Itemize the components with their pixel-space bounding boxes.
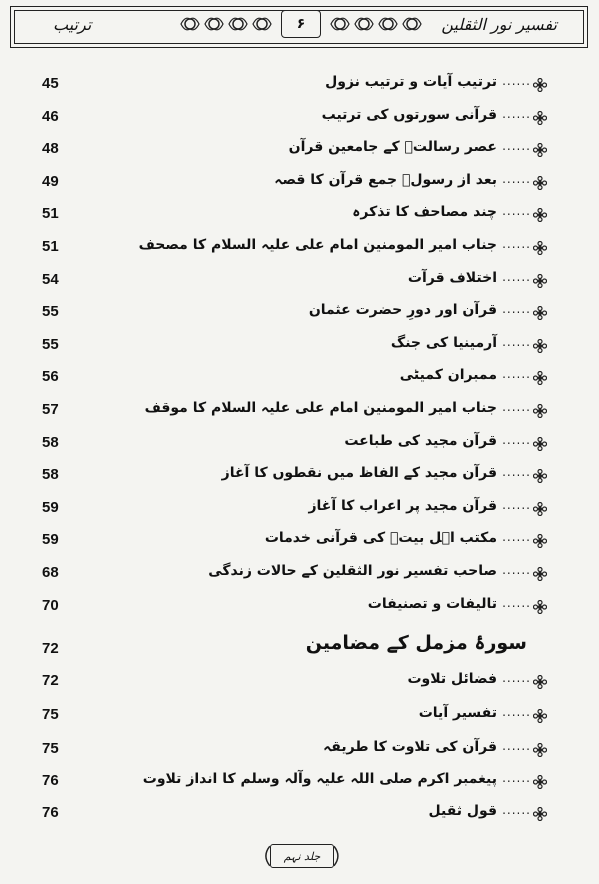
toc-entry[interactable]	[0, 73, 599, 99]
leader-dots: ......	[502, 803, 531, 817]
toc-entry[interactable]	[0, 595, 599, 621]
entry-page-number: 72	[42, 672, 59, 689]
volume-label: جلد نہم	[270, 844, 334, 868]
leader-dots: ......	[502, 269, 531, 284]
floral-ornament-icon	[227, 13, 249, 35]
entry-page-number: 46	[42, 107, 59, 125]
leader-dots: ......	[502, 465, 531, 480]
toc-entry[interactable]	[0, 529, 599, 555]
floral-ornament-icon	[353, 13, 375, 35]
leader-dots: ......	[502, 334, 531, 349]
floral-ornament-icon	[179, 13, 201, 35]
toc-entry[interactable]	[0, 399, 599, 425]
flower-bullet-icon	[533, 502, 547, 516]
entry-title: صاحب تفسیر نور الثقلین کے حالات زندگی	[208, 563, 497, 579]
entry-page-number: 49	[42, 172, 59, 190]
entry-page-number: 45	[42, 75, 59, 92]
leader-dots: ......	[502, 595, 531, 610]
section-label: ترتیب	[53, 15, 92, 34]
leader-dots: ......	[502, 400, 531, 414]
flower-bullet-icon	[533, 176, 547, 190]
flower-bullet-icon	[533, 339, 547, 353]
flower-bullet-icon	[533, 807, 547, 821]
leader-dots: ......	[502, 302, 531, 317]
entry-page-number: 58	[42, 466, 59, 484]
toc-entry[interactable]	[0, 301, 599, 327]
entry-title: عصر رسالتؐ کے جامعین قرآن	[288, 139, 497, 156]
leader-dots: ......	[502, 367, 531, 382]
flower-bullet-icon	[533, 743, 547, 757]
leader-dots: ......	[502, 139, 531, 154]
toc-entry[interactable]	[0, 562, 599, 588]
leader-dots: ......	[502, 771, 531, 785]
leader-dots: ......	[502, 106, 531, 121]
scroll-cap-left-icon	[262, 845, 270, 867]
toc-entry[interactable]	[0, 497, 599, 523]
toc-entry[interactable]	[0, 738, 599, 764]
entry-page-number: 76	[42, 804, 59, 821]
entry-title: پیغمبر اکرم صلی اللہ علیہ وآلہ وسلم کا انداز تلاوت	[142, 771, 497, 787]
entry-title: قرآن کی تلاوت کا طریقہ	[323, 739, 497, 755]
leader-dots: ......	[502, 563, 531, 577]
leader-dots: ......	[502, 237, 531, 251]
entry-page-number: 70	[42, 596, 59, 614]
page-number: ۶	[281, 10, 321, 38]
flower-bullet-icon	[533, 371, 547, 385]
entry-title: جناب امیر المومنین امام علی علیہ السلام کا مصحف	[138, 237, 497, 253]
leader-dots: ......	[502, 705, 531, 719]
flower-bullet-icon	[533, 437, 547, 451]
flower-bullet-icon	[533, 775, 547, 789]
entry-page-number: 59	[42, 531, 59, 549]
entry-title: جناب امیر المومنین امام علی علیہ السلام کا موقف	[144, 400, 497, 416]
flower-bullet-icon	[533, 567, 547, 581]
section-heading: سورۂ مزمل کے مضامین	[305, 632, 527, 654]
flower-bullet-icon	[533, 404, 547, 418]
toc-entry[interactable]	[0, 802, 599, 828]
entry-title: بعد از رسولؐ جمع قرآن کا قصہ	[274, 171, 497, 188]
leader-dots: ......	[502, 74, 531, 88]
leader-dots: ......	[502, 739, 531, 753]
entry-page-number: 55	[42, 303, 59, 321]
toc-entry[interactable]	[0, 269, 599, 295]
toc-entry[interactable]	[0, 203, 599, 229]
toc-entry[interactable]	[0, 770, 599, 796]
floral-ornament-icon	[329, 13, 351, 35]
leader-dots: ......	[502, 671, 531, 685]
entry-page-number: 59	[42, 498, 59, 516]
entry-title: قرآن مجید کے الفاظ میں نقطوں کا آغاز	[221, 465, 497, 482]
entry-page-number: 55	[42, 335, 59, 353]
page-footer	[262, 843, 342, 869]
leader-dots: ......	[502, 204, 531, 219]
entry-title: قرآن اور دورِ حضرت عثمان	[308, 302, 497, 319]
page-header	[10, 6, 588, 48]
floral-ornament-icon	[377, 13, 399, 35]
entry-title: قرآن مجید پر اعراب کا آغاز	[308, 497, 497, 514]
entry-title: قول ثقیل	[428, 803, 497, 819]
toc-entry[interactable]	[0, 138, 599, 164]
flower-bullet-icon	[533, 274, 547, 288]
toc-entry[interactable]	[0, 334, 599, 360]
floral-ornament-icon	[251, 13, 273, 35]
entry-page-number: 76	[42, 772, 59, 789]
toc-entry[interactable]	[0, 366, 599, 392]
entry-page-number: 58	[42, 433, 59, 451]
flower-bullet-icon	[533, 534, 547, 548]
entry-page-number: 56	[42, 368, 59, 386]
toc-entry[interactable]	[0, 704, 599, 730]
entry-title: قرآن مجید کی طباعت	[344, 432, 497, 449]
leader-dots: ......	[502, 171, 531, 186]
entry-title: ممبران کمیٹی	[399, 367, 497, 384]
leader-dots: ......	[502, 432, 531, 447]
flower-bullet-icon	[533, 208, 547, 222]
flower-bullet-icon	[533, 241, 547, 255]
flower-bullet-icon	[533, 306, 547, 320]
floral-ornament-icon	[203, 13, 225, 35]
entry-title: قرآنی سورتوں کی ترتیب	[321, 106, 497, 123]
entry-page-number: 75	[42, 740, 59, 757]
leader-dots: ......	[502, 530, 531, 545]
toc-entry[interactable]	[0, 432, 599, 458]
entry-title: چند مصاحف کا تذکرہ	[352, 204, 497, 221]
toc-entry[interactable]	[0, 670, 599, 696]
section-page-number: 72	[42, 640, 59, 657]
entry-title: فضائل تلاوت	[407, 671, 497, 687]
toc-entry[interactable]	[0, 464, 599, 490]
entry-page-number: 75	[42, 706, 59, 723]
book-title: تفسیر نور الثقلین	[441, 15, 557, 34]
flower-bullet-icon	[533, 675, 547, 689]
entry-title: تفسیر آیات	[418, 705, 497, 721]
flower-bullet-icon	[533, 111, 547, 125]
entry-page-number: 48	[42, 140, 59, 158]
toc-entry[interactable]	[0, 171, 599, 197]
flower-bullet-icon	[533, 469, 547, 483]
leader-dots: ......	[502, 497, 531, 512]
floral-ornament-icon	[401, 13, 423, 35]
entry-title: تالیفات و تصنیفات	[367, 595, 497, 612]
entry-title: مکتب اہل بیتؑ کی قرآنی خدمات	[264, 530, 497, 547]
header-ornament	[161, 12, 441, 36]
flower-bullet-icon	[533, 143, 547, 157]
entry-page-number: 51	[42, 238, 59, 255]
entry-page-number: 54	[42, 270, 59, 288]
flower-bullet-icon	[533, 600, 547, 614]
toc-entry[interactable]	[0, 236, 599, 262]
entry-page-number: 57	[42, 401, 59, 418]
flower-bullet-icon	[533, 78, 547, 92]
flower-bullet-icon	[533, 709, 547, 723]
entry-title: ترتیب آیات و ترتیب نزول	[325, 74, 497, 90]
toc-entry[interactable]	[0, 106, 599, 132]
entry-page-number: 68	[42, 564, 59, 581]
scroll-cap-right-icon	[334, 845, 342, 867]
entry-page-number: 51	[42, 205, 59, 223]
entry-title: اختلاف قرآت	[407, 269, 497, 286]
entry-title: آرمینیا کی جنگ	[390, 334, 497, 351]
